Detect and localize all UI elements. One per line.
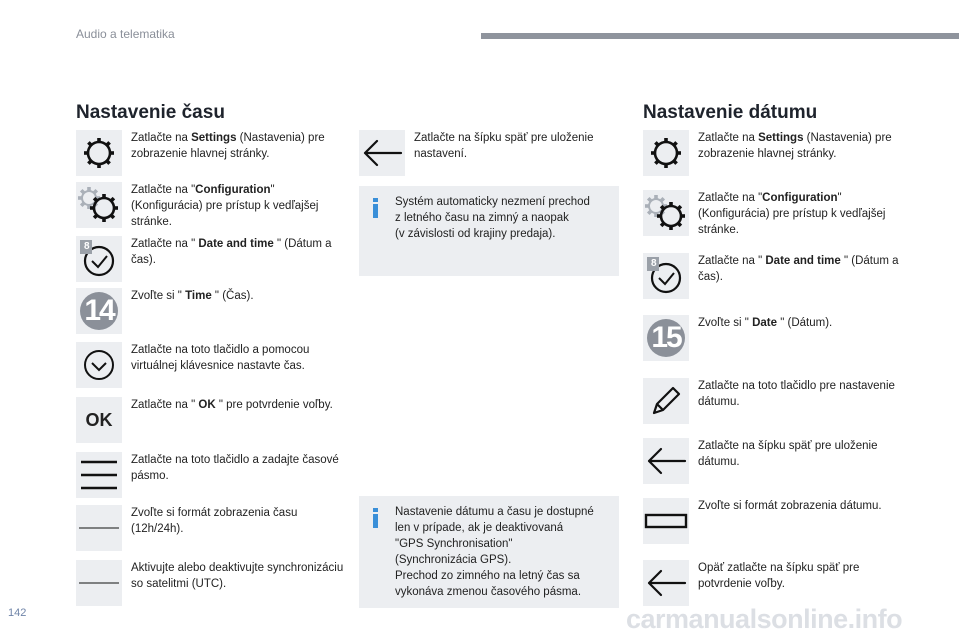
time-section-title: Nastavenie času (76, 102, 225, 123)
pencil-icon (643, 378, 689, 424)
gear-icon (76, 130, 122, 176)
instruction-text: Zatlačte na "Configuration" (Konfigurácia) pre prístup k vedľajšej stránke. (131, 184, 319, 228)
info-note-gps (359, 496, 619, 608)
instruction-text: Zatlačte na " OK " pre potvrdenie voľby. (131, 399, 333, 411)
rectangle-icon (643, 498, 689, 544)
menu-lines-icon (76, 452, 122, 498)
instruction-text: Zvoľte si " Date " (Dátum). (698, 317, 833, 329)
line-icon (76, 560, 122, 606)
clock-badge-number: 8 (651, 258, 657, 269)
chevron-down-circle-icon (76, 342, 122, 388)
instruction-text: Zatlačte na šípku späť pre uloženie dátumu. (698, 440, 878, 468)
clock-8-icon (643, 253, 689, 299)
back-arrow-icon (643, 438, 689, 484)
step-number-badge: 14 (80, 292, 118, 330)
step-number-badge: 15 (647, 319, 685, 357)
watermark: carmanualsonline.info (626, 604, 903, 634)
page-number: 142 (8, 607, 27, 619)
instruction-text: Zatlačte na " Date and time " (Dátum a čas). (698, 255, 899, 283)
back-arrow-icon (359, 130, 405, 176)
instruction-text: Zvoľte si " Time " (Čas). (131, 290, 254, 302)
instruction-text: Zvoľte si formát zobrazenia času (12h/24h). (131, 507, 298, 535)
instruction-text: Zatlačte na Settings (Nastavenia) pre zobrazenie hlavnej stránky. (131, 132, 325, 160)
back-arrow-icon (643, 560, 689, 606)
instruction-text: Zatlačte na "Configuration" (Konfigurácia) pre prístup k vedľajšej stránke. (698, 192, 886, 236)
double-gear-icon (76, 182, 122, 228)
date-section-title: Nastavenie dátumu (643, 102, 818, 123)
line-icon (76, 505, 122, 551)
instruction-text: Zatlačte na Settings (Nastavenia) pre zobrazenie hlavnej stránky. (698, 132, 892, 160)
number-15-icon (643, 315, 689, 361)
clock-8-icon (76, 236, 122, 282)
gear-icon (643, 130, 689, 176)
info-icon (373, 508, 379, 528)
info-icon (373, 198, 379, 218)
instruction-text: Aktivujte alebo deaktivujte synchronizáciu so satelitmi (UTC). (131, 562, 344, 590)
save-settings-text: Zatlačte na šípku späť pre uloženie nastavení. (414, 132, 594, 160)
ok-label: OK (85, 409, 113, 430)
instruction-text: Zvoľte si formát zobrazenia dátumu. (698, 500, 882, 512)
header-title: Audio a telematika (76, 27, 175, 41)
instruction-text: Opäť zatlačte na šípku späť pre potvrdenie voľby. (698, 562, 860, 590)
double-gear-icon (643, 190, 689, 236)
instruction-text: Zatlačte na " Date and time " (Dátum a čas). (131, 238, 332, 266)
instruction-text: Zatlačte na toto tlačidlo a pomocou virtuálnej klávesnice nastavte čas. (131, 344, 310, 372)
number-14-icon (76, 288, 122, 334)
ok-icon (76, 397, 122, 443)
info-note-text: Systém automaticky nezmení prechod z letného času na zimný a naopak (v závislosti od krajiny predaja). (395, 196, 590, 240)
instruction-text: Zatlačte na toto tlačidlo pre nastavenie dátumu. (698, 380, 895, 408)
info-note-text: Nastavenie dátumu a času je dostupné len v prípade, ak je deaktivovaná "GPS Synchronisation" (Synchronizácia GPS). Prechod zo zimného na letný čas sa vykonáva zmenou časového pásma. (395, 506, 594, 598)
header-bar (481, 33, 959, 39)
clock-badge-number: 8 (84, 241, 90, 252)
instruction-text: Zatlačte na toto tlačidlo a zadajte časové pásmo. (131, 454, 339, 482)
info-note-time-change (359, 186, 619, 276)
